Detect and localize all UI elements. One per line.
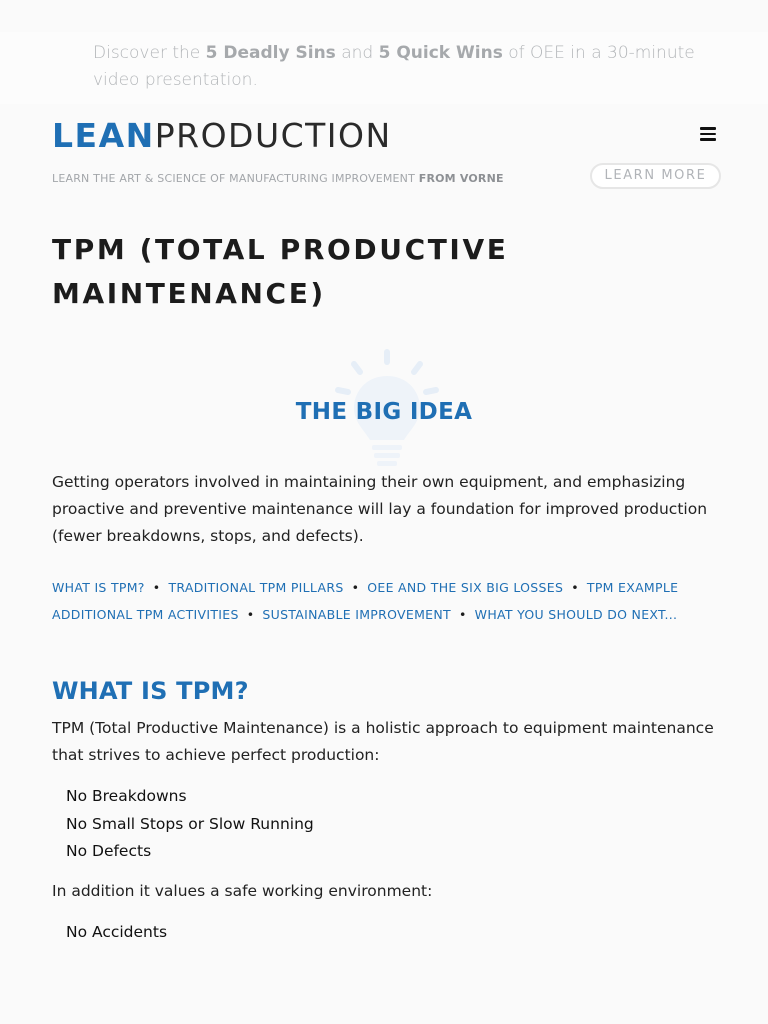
link-oee-six-big-losses[interactable]: OEE AND THE SIX BIG LOSSES xyxy=(367,580,564,595)
what-is-tpm-intro: TPM (Total Productive Maintenance) is a holistic approach to equipment maintenance that strives to achieve perfect production: xyxy=(52,719,714,764)
big-idea-text: Getting operators involved in maintaining their own equipment, and emphasizing proactive and preventive maintenance will lay a foundation for improved production (fewer breakdowns, stops, and defects). xyxy=(52,473,708,545)
link-sustainable-improvement[interactable]: SUSTAINABLE IMPROVEMENT xyxy=(262,607,451,622)
site-logo[interactable] xyxy=(52,116,392,156)
safety-intro: In addition it values a safe working environment: xyxy=(52,882,433,900)
link-separator: • xyxy=(571,580,579,595)
link-separator: • xyxy=(351,580,360,595)
link-separator: • xyxy=(246,607,255,622)
page-title: TPM (TOTAL PRODUCTIVE MAINTENANCE) xyxy=(52,233,509,310)
list-item: No Accidents xyxy=(66,923,168,941)
link-additional-tpm-activities[interactable]: ADDITIONAL TPM ACTIVITIES xyxy=(52,607,239,622)
list-item: No Small Stops or Slow Running xyxy=(66,814,314,833)
promo-text[interactable]: Discover the 5 Deadly Sins and 5 Quick Wins of OEE in a 30-minute video presentation. xyxy=(93,43,695,90)
section-links xyxy=(52,574,732,628)
link-separator: • xyxy=(458,607,467,622)
promo-highlight-wins: 5 Quick Wins xyxy=(378,43,503,63)
logo-lean: LEAN xyxy=(52,116,155,155)
site-tagline: LEARN THE ART & SCIENCE OF MANUFACTURING IMPROVEMENT FROM VORNE xyxy=(52,172,504,185)
hamburger-menu-icon[interactable] xyxy=(697,124,721,144)
link-what-is-tpm[interactable]: WHAT IS TPM? xyxy=(52,580,145,595)
big-idea-heading: THE BIG IDEA xyxy=(295,399,473,425)
learn-more-button[interactable]: LEARN MORE xyxy=(590,163,721,189)
logo-production: PRODUCTION xyxy=(154,116,392,155)
promo-highlight-sins: 5 Deadly Sins xyxy=(205,43,336,63)
perfect-production-list xyxy=(66,783,314,866)
what-is-tpm-heading: WHAT IS TPM? xyxy=(52,677,249,705)
link-tpm-example[interactable]: TPM EXAMPLE xyxy=(586,580,679,595)
safety-list xyxy=(66,919,167,946)
list-item: No Defects xyxy=(66,842,152,860)
tagline-from-vorne[interactable]: FROM VORNE xyxy=(418,172,504,185)
list-item: No Breakdowns xyxy=(66,787,187,805)
promo-banner[interactable] xyxy=(0,32,768,104)
link-separator: • xyxy=(152,580,161,595)
link-traditional-tpm-pillars[interactable]: TRADITIONAL TPM PILLARS xyxy=(168,580,344,595)
link-what-you-should-do-next[interactable]: WHAT YOU SHOULD DO NEXT... xyxy=(474,607,678,622)
